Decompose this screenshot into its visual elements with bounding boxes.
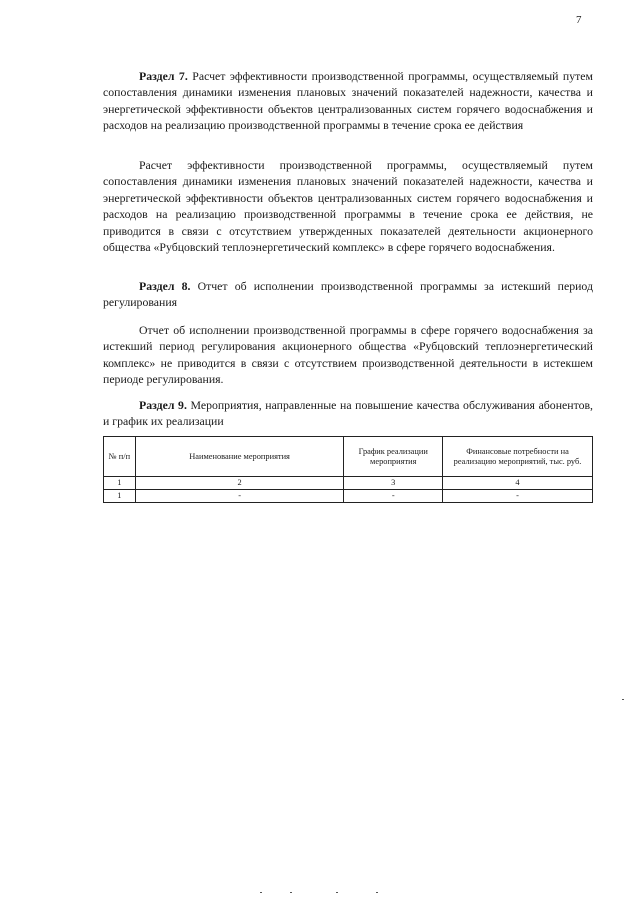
- table-cell: -: [443, 490, 593, 503]
- col-header-finance: Финансовые потребности на реализацию мероприятий, тыс. руб.: [443, 437, 593, 477]
- section-8-label: Раздел 8.: [139, 279, 191, 293]
- section-9-heading: [103, 397, 593, 430]
- section-9-label: Раздел 9.: [139, 398, 187, 412]
- section-8-title: Отчет об исполнении производственной программы за истекший период регулирования: [103, 279, 593, 310]
- section-7-heading: [103, 68, 593, 134]
- section-8-body: Отчет об исполнении производственной программы в сфере горячего водоснабжения за истекший период регулирования акционерного общества «Рубцовский теплоэнергетический комплекс» не приводится в связи с отсутствием производственной деятельности в истекшем периоде регулирования.: [103, 323, 593, 387]
- scan-speck: [260, 892, 262, 893]
- table-cell: 4: [443, 477, 593, 490]
- col-header-schedule: График реализации мероприятия: [344, 437, 443, 477]
- col-header-number: № п/п: [104, 437, 136, 477]
- col-header-name: Наименование мероприятия: [135, 437, 344, 477]
- table-cell: 3: [344, 477, 443, 490]
- scan-speck: [376, 892, 378, 893]
- scan-speck: [290, 892, 292, 893]
- table-header-row: [104, 437, 593, 477]
- table-cell: 1: [104, 490, 136, 503]
- section-7-title: Расчет эффективности производственной программы, осуществляемый путем сопоставления динамики изменения плановых значений показателей надежности, качества и энергетической эффективности объектов централизованных систем горячего водоснабжения и расходов на реализацию производственной программы в течение срока ее действия: [103, 69, 593, 133]
- table-row: [104, 477, 593, 490]
- table-cell: 1: [104, 477, 136, 490]
- table-cell: -: [135, 490, 344, 503]
- section-7-body: Расчет эффективности производственной программы, осуществляемый путем сопоставления динамики изменения плановых значений показателей надежности, качества и энергетической эффективности объектов централизованных систем горячего водоснабжения и расходов на реализацию производственной программы в течение срока ее действия, не приводится в связи с отсутствием утвержденных показателей деятельности акционерного общества «Рубцовский теплоэнергетический комплекс» в сфере горячего водоснабжения.: [103, 158, 593, 255]
- measures-table: [103, 436, 593, 503]
- table-cell: 2: [135, 477, 344, 490]
- table-row: [104, 490, 593, 503]
- section-7-label: Раздел 7.: [139, 69, 188, 83]
- section-8-heading: [103, 278, 593, 311]
- section-9-title: Мероприятия, направленные на повышение качества обслуживания абонентов, и график их реализации: [103, 398, 593, 429]
- table-cell: -: [344, 490, 443, 503]
- scan-speck: [622, 699, 624, 700]
- scan-speck: [336, 892, 338, 893]
- page-number: 7: [576, 14, 582, 26]
